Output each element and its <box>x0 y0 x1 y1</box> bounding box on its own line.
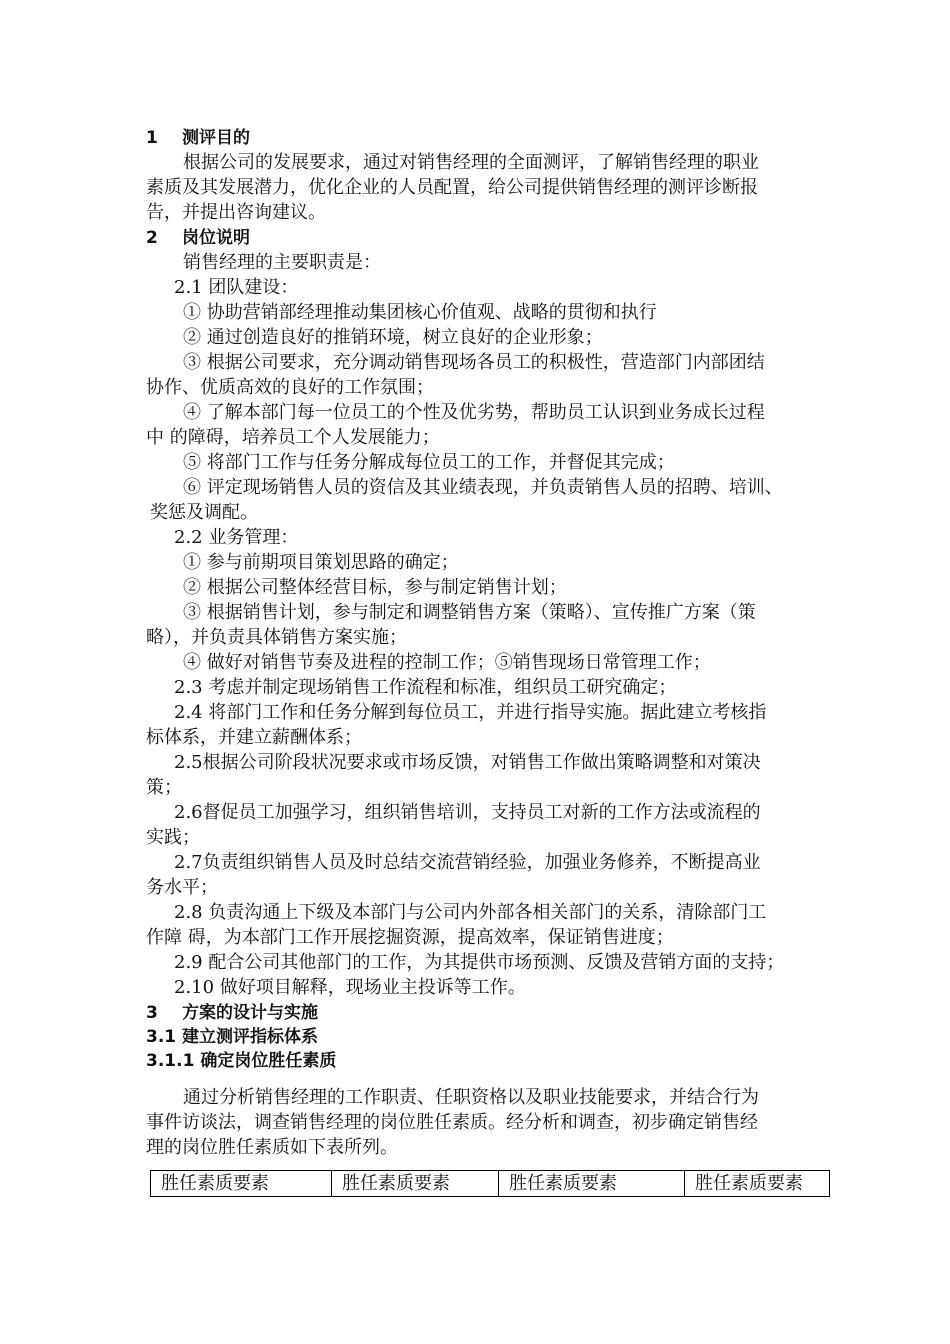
duty-line: ④ 了解本部门每一位员工的个性及优劣势，帮助员工认识到业务成长过程 <box>183 402 765 423</box>
subsection-team-title: 2.1 团队建设： <box>174 277 299 298</box>
duty-line: ② 通过创造良好的推销环境，树立良好的企业形象； <box>183 327 603 348</box>
paragraph-line: 通过分析销售经理的工作职责、任职资格以及职业技能要求，并结合行为 <box>183 1087 759 1108</box>
table-header-cell: 胜任素质要素 <box>499 1171 685 1197</box>
section-3-heading: 3 方案的设计与实施 <box>146 1003 318 1023</box>
duty-item: 2.3 考虑并制定现场销售工作流程和标准，组织员工研究确定； <box>174 677 677 698</box>
duty-item: 标体系，并建立薪酬体系； <box>146 727 362 748</box>
section-1-heading: 1 测评目的 <box>146 128 250 148</box>
duty-line: ⑤ 将部门工作与任务分解成每位员工的工作，并督促其完成； <box>183 452 675 473</box>
paragraph-line: 理的岗位胜任素质如下表所列。 <box>146 1137 398 1158</box>
section-3-1-1-heading: 3.1.1 确定岗位胜任素质 <box>146 1051 337 1071</box>
duty-line: ① 参与前期项目策划思路的确定； <box>183 552 459 573</box>
duty-item: 务水平； <box>146 877 218 898</box>
duty-item: 实践； <box>146 827 200 848</box>
paragraph-line: 素质及其发展潜力，优化企业的人员配置，给公司提供销售经理的测评诊断报 <box>146 177 758 198</box>
duty-item: 2.10 做好项目解释，现场业主投诉等工作。 <box>174 977 526 998</box>
paragraph-line: 告，并提出咨询建议。 <box>146 202 326 223</box>
duty-line: ⑥ 评定现场销售人员的资信及其业绩表现，并负责销售人员的招聘、培训、 <box>183 477 783 498</box>
duty-line: 中 的障碍，培养员工个人发展能力； <box>146 427 440 448</box>
duty-line: ③ 根据公司要求，充分调动销售现场各员工的积极性，营造部门内部团结 <box>183 352 765 373</box>
paragraph-line: 根据公司的发展要求，通过对销售经理的全面测评，了解销售经理的职业 <box>183 152 759 173</box>
section-3-1-heading: 3.1 建立测评指标体系 <box>146 1027 319 1047</box>
duty-line: ③ 根据销售计划，参与制定和调整销售方案（策略）、宣传推广方案（策 <box>183 602 756 623</box>
duty-line: ④ 做好对销售节奏及进程的控制工作；⑤销售现场日常管理工作； <box>183 652 711 673</box>
table-header-row <box>151 1171 830 1197</box>
duty-item: 2.5根据公司阶段状况要求或市场反馈，对销售工作做出策略调整和对策决 <box>174 752 761 773</box>
paragraph-line: 事件访谈法，调查销售经理的岗位胜任素质。经分析和调查，初步确定销售经 <box>146 1112 758 1133</box>
duty-item: 策； <box>146 777 182 798</box>
section-2-heading: 2 岗位说明 <box>146 228 250 248</box>
duty-line: 奖惩及调配。 <box>150 502 258 523</box>
duty-line: ② 根据公司整体经营目标，参与制定销售计划； <box>183 577 567 598</box>
duty-item: 作障 碍，为本部门工作开展挖掘资源，提高效率，保证销售进度； <box>146 927 674 948</box>
table-header-cell: 胜任素质要素 <box>151 1171 332 1197</box>
competency-table <box>150 1170 830 1197</box>
duty-line: 协作、优质高效的良好的工作氛围； <box>146 377 434 398</box>
subsection-biz-title: 2.2 业务管理： <box>174 527 299 548</box>
duty-line: ① 协助营销部经理推动集团核心价值观、战略的贯彻和执行 <box>183 302 657 323</box>
table-header-cell: 胜任素质要素 <box>685 1171 830 1197</box>
table-header-cell: 胜任素质要素 <box>332 1171 499 1197</box>
duty-line: 略），并负责具体销售方案实施； <box>146 627 407 648</box>
duty-item: 2.7负责组织销售人员及时总结交流营销经验，加强业务修养，不断提高业 <box>174 852 761 873</box>
duties-intro: 销售经理的主要职责是： <box>183 252 381 273</box>
duty-item: 2.4 将部门工作和任务分解到每位员工，并进行指导实施。据此建立考核指 <box>174 702 767 723</box>
duty-item: 2.9 配合公司其他部门的工作，为其提供市场预测、反馈及营销方面的支持； <box>174 952 785 973</box>
duty-item: 2.8 负责沟通上下级及本部门与公司内外部各相关部门的关系，清除部门工 <box>174 902 767 923</box>
duty-item: 2.6督促员工加强学习，组织销售培训，支持员工对新的工作方法或流程的 <box>174 802 761 823</box>
